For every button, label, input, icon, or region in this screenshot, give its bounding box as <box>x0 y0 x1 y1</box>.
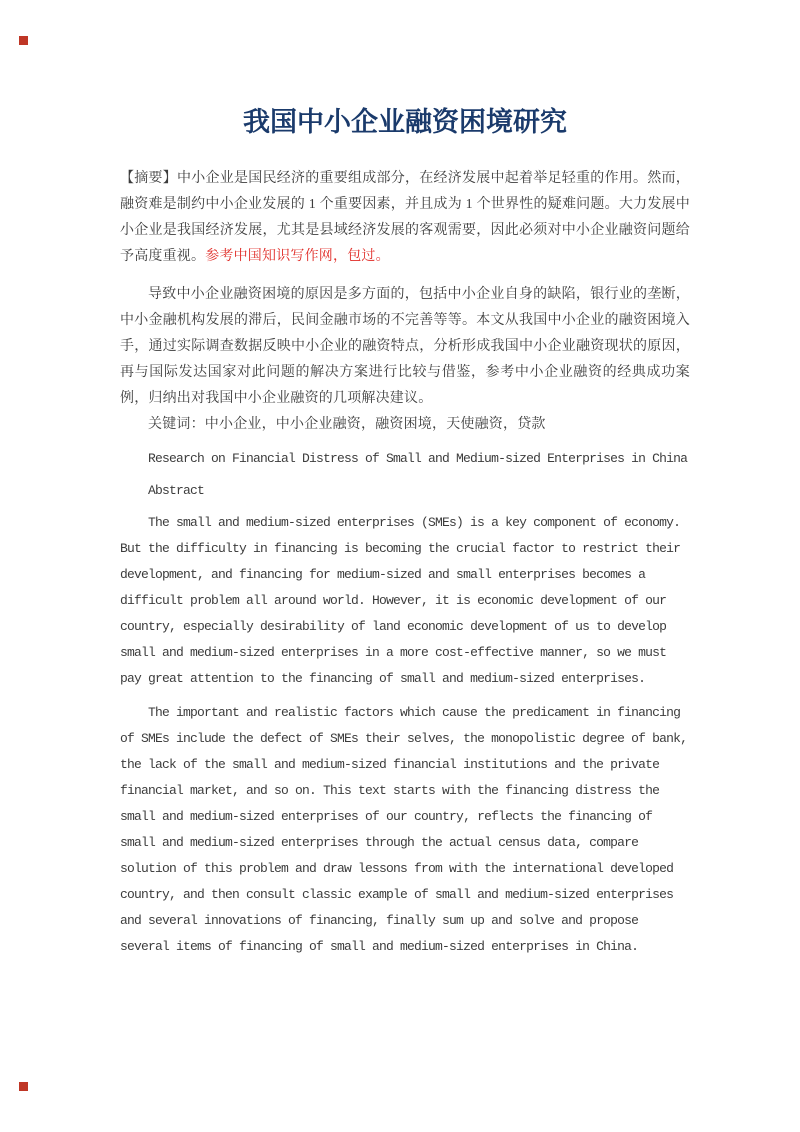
title-english: Research on Financial Distress of Small and Medium-sized Enterprises in China <box>148 451 688 466</box>
abstract-label-english: Abstract <box>148 483 205 498</box>
promo-link-text: 参考中国知识写作网，包过。 <box>205 249 390 264</box>
document-body <box>120 166 690 960</box>
keywords-line: 关键词：中小企业，中小企业融资，融资困境，天使融资，贷款 <box>148 417 546 432</box>
abstract-paragraph-2-english: The important and realistic factors which cause the predicament in financing of SMEs include the defect of SMEs their selves, the monopolistic degree of bank, the lack of the small and medium-sized financial institutions and the private financial market, and so on. This text starts with the financing distress the small and medium-sized enterprises of our country, reflects the financing of small and medium-sized enterprises through the actual census data, compare solution of this problem and draw lessons from with the international developed country, and then consult classic example of small and medium-sized enterprises and several innovations of financing, finally sum up and solve and propose several items of financing of small and medium-sized enterprises in China. <box>120 705 688 954</box>
abstract-paragraph-1-english: The small and medium-sized enterprises (SMEs) is a key component of economy. But the difficulty in financing is becoming the crucial factor to restrict their development, and financing for medium-sized and small enterprises becomes a difficult problem all around world. However, it is economic development of our country, especially desirability of land economic development of us to develop small and medium-sized enterprises in a more cost-effective manner, so we must pay great attention to the financing of small and medium-sized enterprises. <box>120 515 681 686</box>
abstract-text-cn: 【摘要】中小企业是国民经济的重要组成部分，在经济发展中起着举足轻重的作用。然而，融资难是制约中小企业发展的 1 个重要因素，并且成为 1 个世界性的疑难问题。大力发展中小企业是我国经济发展，尤其是县域经济发展的客观需要，因此必须对中小企业融资问题给予高度重视。 <box>120 171 690 264</box>
page-corner-marker-bottom-left <box>19 1082 28 1091</box>
document-title: 我国中小企业融资困境研究 <box>243 107 567 137</box>
intro-paragraph-cn: 导致中小企业融资困境的原因是多方面的，包括中小企业自身的缺陷，银行业的垄断，中小金融机构发展的滞后，民间金融市场的不完善等等。本文从我国中小企业的融资困境入手，通过实际调查数据反映中小企业的融资特点，分析形成我国中小企业融资现状的原因，再与国际发达国家对此问题的解决方案进行比较与借鉴，参考中小企业融资的经典成功案例，归纳出对我国中小企业融资的几项解决建议。 <box>120 287 690 406</box>
page-corner-marker-top-left <box>19 36 28 45</box>
abstract-paragraph-cn <box>120 166 690 270</box>
